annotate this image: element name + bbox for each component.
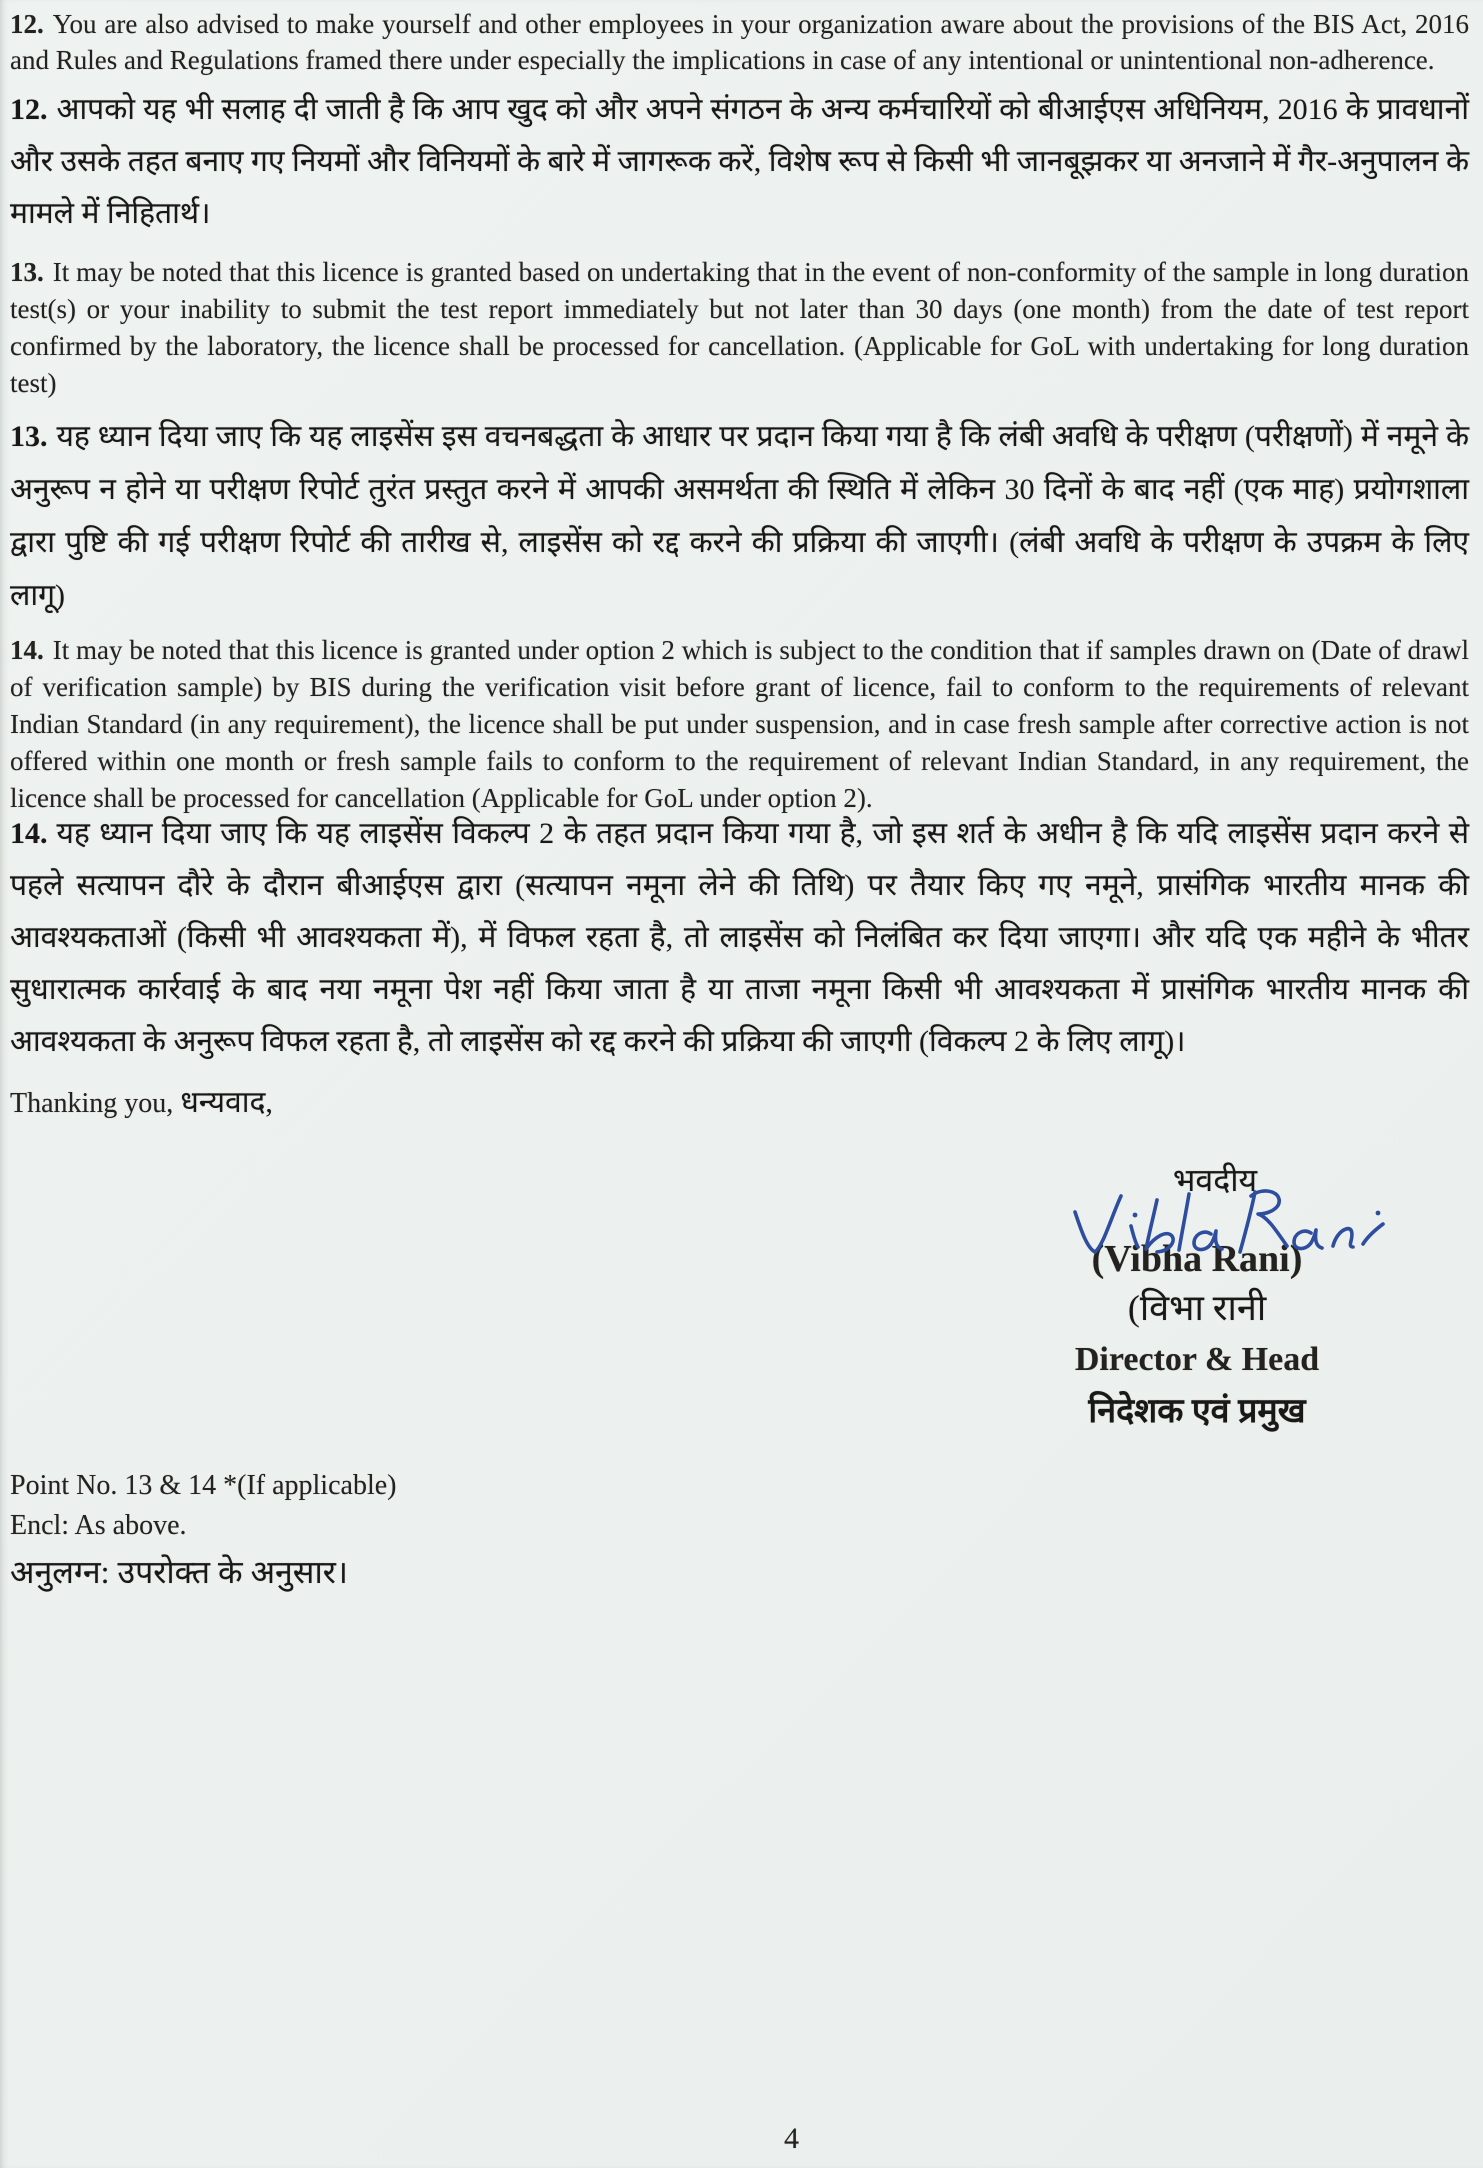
paragraph-13-hindi (10, 410, 1469, 622)
paragraph-text: It may be noted that this licence is granted based on undertaking that in the event of non-conformity of the sample in long duration test(s) or your inability to submit the test report immediately but not later than 30 days (one month) from the date of test report confirmed by the laboratory, the licence shall be processed for cancellation. (Applicable for GoL with undertaking for long duration test) (10, 257, 1469, 398)
paragraph-14-hindi (10, 808, 1469, 1068)
signatory-name-english: (Vibha Rani) (1091, 1238, 1303, 1280)
paragraph-text: आपको यह भी सलाह दी जाती है कि आप खुद को और अपने संगठन के अन्य कर्मचारियों को बीआईएस अधिनियम, 2016 के प्रावधानों और उसके तहत बनाए गए नियमों और विनियमों के बारे में जागरूक करें, विशेष रूप से किसी भी जानबूझकर या अनजाने में गैर-अनुपालन के मामले में निहितार्थ। (10, 93, 1469, 230)
signature-block (987, 1158, 1407, 1438)
closing-thanks-hindi: धन्यवाद, (180, 1086, 273, 1119)
paragraph-14-english (10, 632, 1469, 817)
handwritten-signature (1065, 1186, 1385, 1270)
footer-point-note: Point No. 13 & 14 *(If applicable) (10, 1470, 397, 1501)
paragraph-text: You are also advised to make yourself and other employees in your organization aware about the provisions of the BIS Act, 2016 and Rules and Regulations framed there under especially the implications in case of any intentional or unintentional non-adherence. (10, 9, 1469, 75)
paragraph-12-english (10, 6, 1469, 78)
closing-thanks (10, 1083, 1469, 1124)
paragraph-text: यह ध्यान दिया जाए कि यह लाइसेंस इस वचनबद्धता के आधार पर प्रदान किया गया है कि लंबी अवधि के परीक्षण (परीक्षणों) में नमूने के अनुरूप न होने या परीक्षण रिपोर्ट तुरंत प्रस्तुत करने में आपकी असमर्थता की स्थिति में लेकिन 30 दिनों के बाद नहीं (एक माह) प्रयोगशाला द्वारा पुष्टि की गई परीक्षण रिपोर्ट की तारीख से, लाइसेंस को रद्द करने की प्रक्रिया की जाएगी। (लंबी अवधि के परीक्षण के उपक्रम के लिए लागू) (10, 420, 1469, 612)
paragraph-12-hindi (10, 84, 1469, 240)
signatory-title-english: Director & Head (1074, 1341, 1320, 1378)
paragraph-number: 14. (10, 817, 48, 850)
paragraph-number: 12. (10, 93, 48, 126)
signatory-name-hindi: (विभा रानी (1127, 1288, 1267, 1328)
footer-enclosure-hindi: अनुलग्न: उपरोक्त के अनुसार। (10, 1554, 348, 1590)
paragraph-number: 14. (10, 635, 44, 665)
paragraph-13-english (10, 254, 1469, 402)
footer-notes (10, 1466, 1469, 1598)
paragraph-number: 12. (10, 9, 44, 39)
signature-salutation: भवदीय (1172, 1162, 1258, 1198)
paragraph-number: 13. (10, 257, 44, 287)
page-number: 4 (784, 2122, 799, 2155)
closing-thanks-english: Thanking you, (10, 1088, 174, 1119)
signatory-title-hindi: निदेशक एवं प्रमुख (1088, 1393, 1306, 1430)
paragraph-text: It may be noted that this licence is granted under option 2 which is subject to the condition that if samples drawn on (Date of drawl of verification sample) by BIS during the verification visit before grant of licence, fail to conform to the requirements of relevant Indian Standard (in any requirement), the licence shall be put under suspension, and in case fresh sample after corrective action is not offered within one month or fresh sample fails to conform to the requirement of relevant Indian Standard, in any requirement, the licence shall be processed for cancellation (Applicable for GoL under option 2). (10, 635, 1469, 813)
footer-enclosure-english: Encl: As above. (10, 1510, 187, 1541)
paragraph-number: 13. (10, 420, 48, 453)
paragraph-text: यह ध्यान दिया जाए कि यह लाइसेंस विकल्प 2 के तहत प्रदान किया गया है, जो इस शर्त के अधीन है कि यदि लाइसेंस प्रदान करने से पहले सत्यापन दौरे के दौरान बीआईएस द्वारा (सत्यापन नमूना लेने की तिथि) पर तैयार किए गए नमूने, प्रासंगिक भारतीय मानक की आवश्यकताओं (किसी भी आवश्यकता में), में विफल रहता है, तो लाइसेंस को निलंबित कर दिया जाएगा। और यदि एक महीने के भीतर सुधारात्मक कार्रवाई के बाद नया नमूना पेश नहीं किया जाता है या ताजा नमूना किसी भी आवश्यकता में प्रासंगिक भारतीय मानक की आवश्यकता के अनुरूप विफल रहता है, तो लाइसेंस को रद्द करने की प्रक्रिया की जाएगी (विकल्प 2 के लिए लागू)। (10, 817, 1470, 1058)
